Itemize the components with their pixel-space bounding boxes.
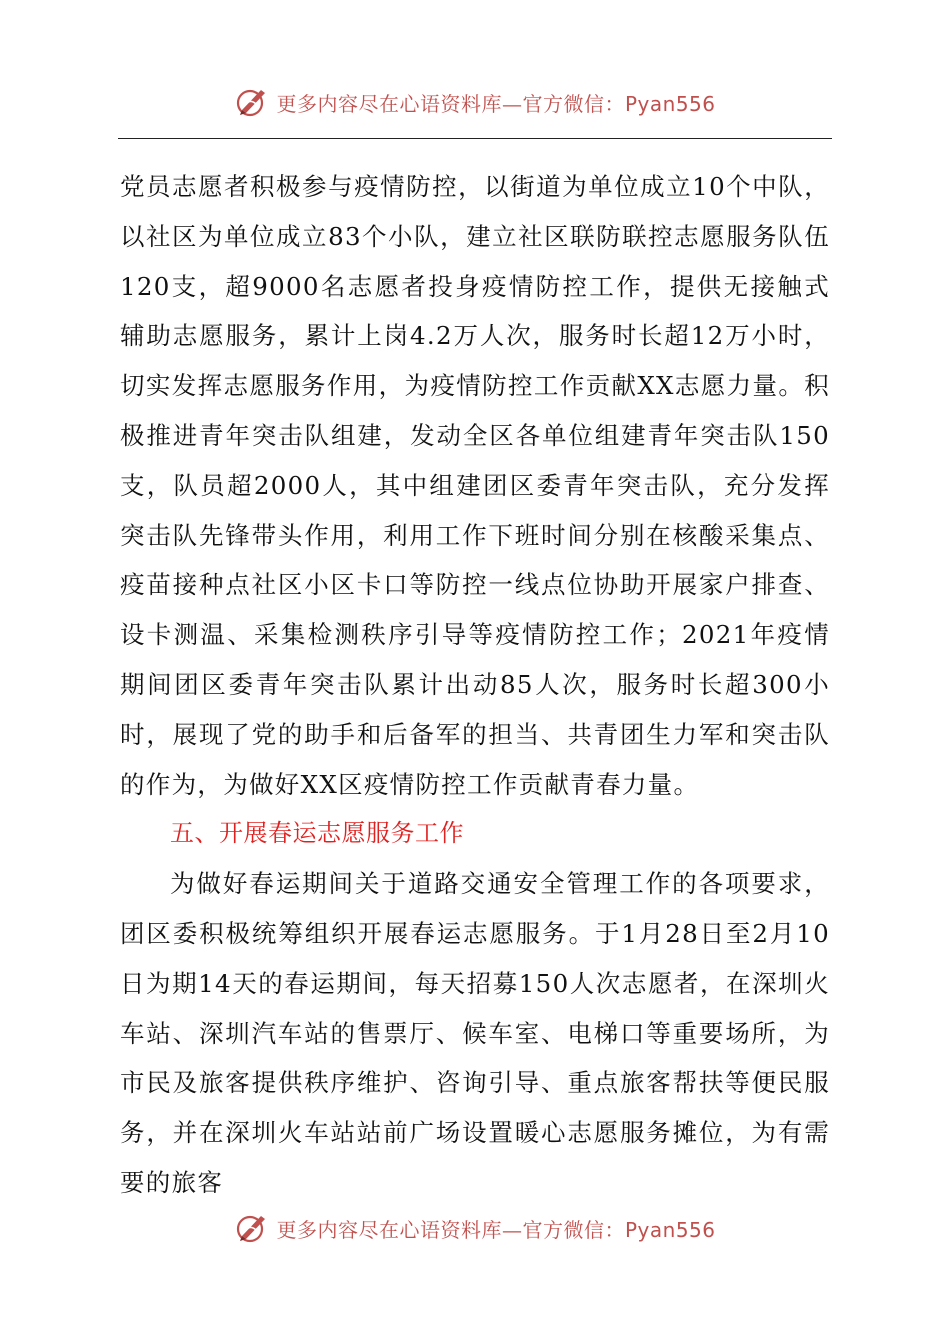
body-paragraph-2: 为做好春运期间关于道路交通安全管理工作的各项要求，团区委积极统筹组织开展春运志愿服务。于1月28日至2月10日为期14天的春运期间，每天招募150人次志愿者，在深圳火车站、深圳汽车站的售票厅、候车室、电梯口等重要场所，为市民及旅客提供秩序维护、咨询引导、重点旅客帮扶等便民服务，并在深圳火车站站前广场设置暖心志愿服务摊位，为有需要的旅客 [120,869,830,1197]
header-banner-id: Pyan556 [624,91,716,116]
body-paragraph-1: 党员志愿者积极参与疫情防控，以街道为单位成立10个中队，以社区为单位成立83个小队，建立社区联防联控志愿服务队伍120支，超9000名志愿者投身疫情防控工作，提供无接触式辅助志愿服务，累计上岗4.2万人次，服务时长超12万小时，切实发挥志愿服务作用，为疫情防控工作贡献XX志愿力量。积极推进青年突击队组建，发动全区各单位组建青年突击队150支，队员超2000人，其中组建团区委青年突击队，充分发挥突击队先锋带头作用，利用工作下班时间分别在核酸采集点、疫苗接种点社区小区卡口等防控一线点位协助开展家户排查、设卡测温、采集检测秩序引导等疫情防控工作；2021年疫情期间团区委青年突击队累计出动85人次，服务时长超300小时，展现了党的助手和后备军的担当、共青团生力军和突击队的作为，为做好XX区疫情防控工作贡献青春力量。 [120,172,830,799]
pen-circle-logo-icon [234,84,270,120]
footer-banner-id: Pyan556 [624,1217,716,1242]
footer-banner-text: 更多内容尽在心语资料库—官方微信：Pyan556 [276,1217,716,1242]
header-divider [118,138,832,139]
header-banner-text: 更多内容尽在心语资料库—官方微信：Pyan556 [276,91,716,116]
header-banner [0,84,950,120]
footer-banner [0,1210,950,1246]
pen-circle-logo-icon [234,1210,270,1246]
document-body [120,162,830,1208]
section-heading: 五、开展春运志愿服务工作 [170,819,464,848]
